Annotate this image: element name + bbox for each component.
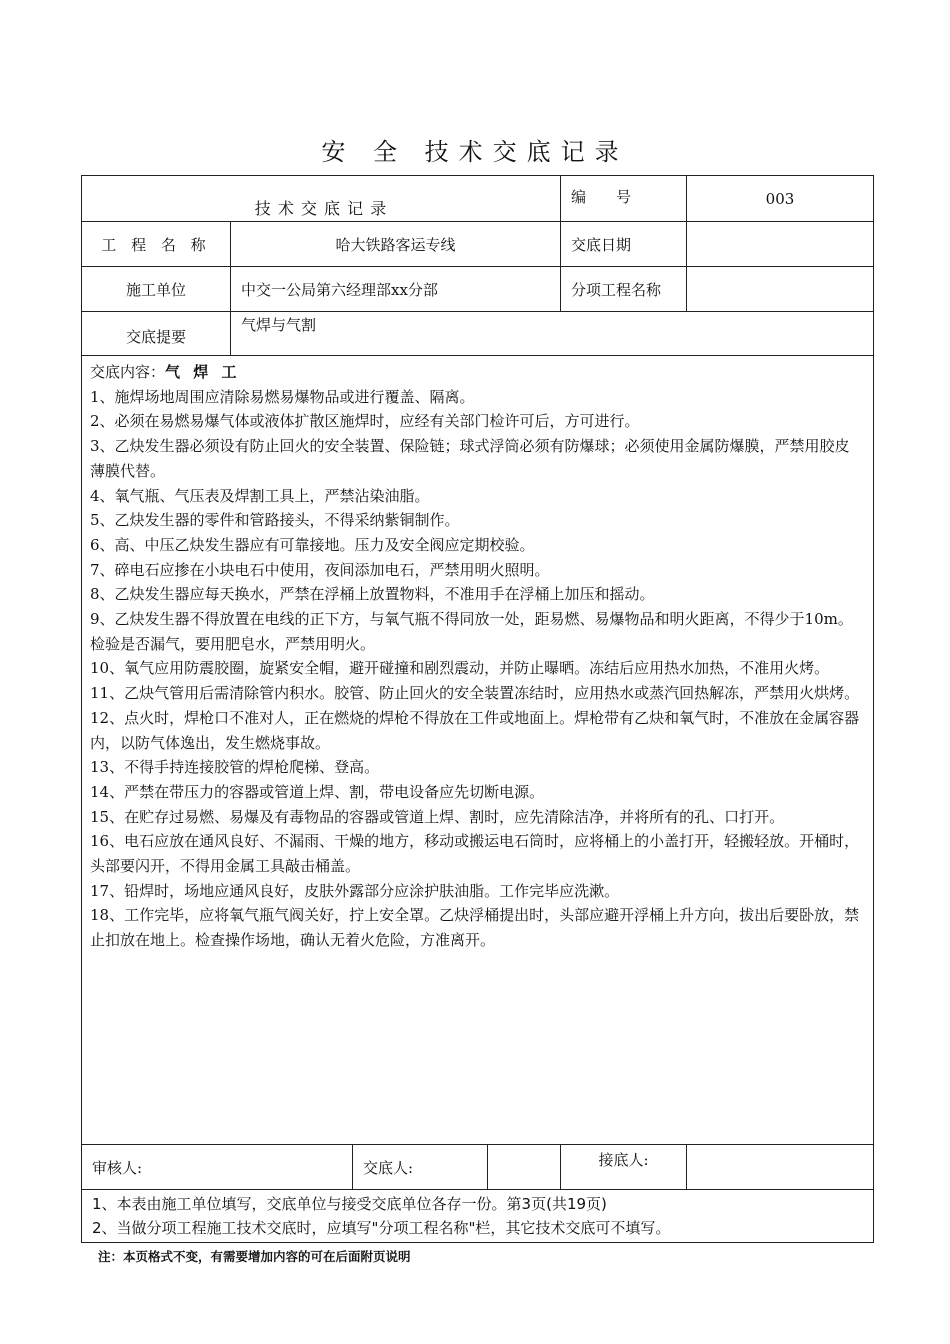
content-item: 4、氧气瓶、气压表及焊割工具上，严禁沾染油脂。 [90,486,430,505]
disclosure-form-table [81,175,874,1243]
construction-unit-label: 施工单位 [82,267,231,312]
content-item: 14、严禁在带压力的容器或管道上焊、割，带电设备应先切断电源。 [90,782,545,801]
project-name-label: 工 程 名 称 [82,222,231,267]
reviewer-label: 审核人: [82,1145,353,1190]
summary-value: 气焊与气割 [231,312,874,356]
content-item: 3、乙炔发生器必须设有防止回火的安全装置、保险链；球式浮筒必须有防爆球；必须使用金属防爆膜，严禁用胶皮薄膜代替。 [90,437,850,480]
disclosure-date-label: 交底日期 [561,222,687,267]
content-item: 12、点火时，焊枪口不准对人，正在燃烧的焊枪不得放在工件或地面上。焊枪带有乙炔和氧气时，不准放在金属容器内，以防气体逸出，发生燃烧事故。 [90,708,860,752]
content-item: 2、必须在易燃易爆气体或液体扩散区施焊时，应经有关部门检许可后，方可进行。 [90,412,640,431]
construction-unit-value: 中交一公局第六经理部xx分部 [231,267,561,312]
disclosure-content [82,356,874,1145]
content-lead-label: 交底内容： [90,363,166,381]
disclosure-date-value [687,222,874,267]
project-name-value: 哈大铁路客运专线 [231,222,561,267]
content-lead-title: 气 焊 工 [165,363,241,381]
form-note: 1、本表由施工单位填写，交底单位与接受交底单位各存一份。第3页(共19页) [92,1195,607,1213]
footer-note: 注：本页格式不变，有需要增加内容的可在后面附页说明 [98,1249,411,1264]
number-value: 003 [687,176,874,222]
form-title: 技 术 交 底 记 录 [82,176,561,222]
content-item: 13、不得手持连接胶管的焊枪爬梯、登高。 [90,758,380,777]
content-item: 5、乙炔发生器的零件和管路接头，不得采纳紫铜制作。 [90,511,460,530]
content-item: 17、铅焊时，场地应通风良好，皮肤外露部分应涂护肤油脂。工作完毕应洗漱。 [90,881,620,900]
content-item: 1、施焊场地周围应清除易燃易爆物品或进行覆盖、隔离。 [90,387,475,406]
content-item: 16、电石应放在通风良好、不漏雨、干燥的地方，移动或搬运电石筒时，应将桶上的小盖打开，轻搬轻放。开桶时，头部要闪开，不得用金属工具敲击桶盖。 [90,832,860,876]
content-item: 7、碎电石应掺在小块电石中使用，夜间添加电石，严禁用明火照明。 [90,560,550,579]
subproject-name-label: 分项工程名称 [561,267,687,312]
content-item: 6、高、中压乙炔发生器应有可靠接地。压力及安全阀应定期校验。 [90,535,535,554]
content-item: 18、工作完毕，应将氧气瓶气阀关好，拧上安全罩。乙炔浮桶提出时，头部应避开浮桶上升方向，拔出后要卧放，禁止扣放在地上。检查操作场地，确认无着火危险，方准离开。 [90,906,860,950]
content-item: 15、在贮存过易燃、易爆及有毒物品的容器或管道上焊、割时，应先清除洁净，并将所有的孔、口打开。 [90,807,785,826]
form-note: 2、当做分项工程施工技术交底时，应填写"分项工程名称"栏，其它技术交底可不填写。 [92,1219,671,1237]
content-lead [90,360,863,385]
number-label: 编 号 [561,176,687,222]
receiver-label: 接底人: [561,1145,687,1190]
receiver-value [687,1145,874,1190]
subproject-name-value [687,267,874,312]
discloser-label: 交底人: [353,1145,488,1190]
discloser-value [488,1145,561,1190]
content-item: 9、乙炔发生器不得放置在电线的正下方，与氧气瓶不得同放一处，距易燃、易爆物品和明火距离，不得少于10m。检验是否漏气，要用肥皂水，严禁用明火。 [90,610,853,653]
summary-label: 交底提要 [82,312,231,356]
content-item: 8、乙炔发生器应每天换水，严禁在浮桶上放置物料，不准用手在浮桶上加压和摇动。 [90,585,655,604]
form-notes [82,1190,874,1243]
content-item: 10、氧气应用防震胶圈，旋紧安全帽，避开碰撞和剧烈震动，并防止曝晒。冻结后应用热水加热，不准用火烤。 [90,659,830,678]
document-title: 安 全 技术交底记录 [321,138,629,166]
content-item: 11、乙炔气管用后需清除管内积水。胶管、防止回火的安全装置冻结时，应用热水或蒸汽回热解冻，严禁用火烘烤。 [90,684,860,703]
